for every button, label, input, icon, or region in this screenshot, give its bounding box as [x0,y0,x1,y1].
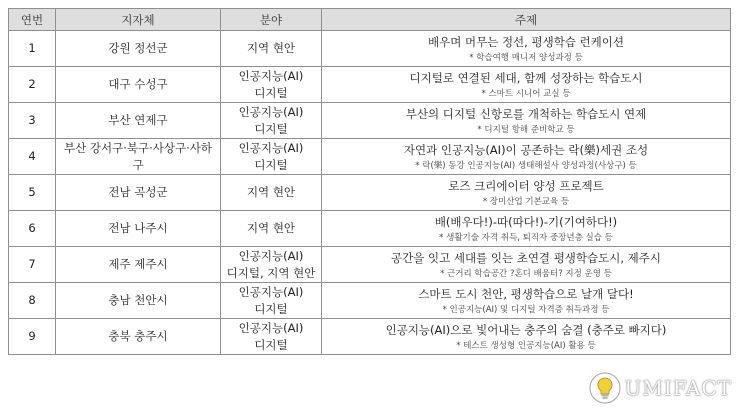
row-number: 8 [9,283,56,319]
subject-note: * 락(樂) 동강 인공지능(AI) 생태해설사 양성과정(사상구) 등 [415,160,637,171]
subject-title: 배우며 머무는 정선, 평생학습 런케이션 [427,34,625,49]
field-cell [221,31,322,67]
field-cell [221,283,322,319]
subject-cell [322,139,731,175]
field-cell [221,319,322,355]
table-row [9,211,731,247]
subject-title: 배(배우다!)-따(따다!)-기(기여하다!) [434,214,618,229]
subject-note: * 근거리 학습공간 ?혼디 배움터? 지정 운영 등 [440,268,612,279]
row-number: 9 [9,319,56,355]
subject-title: 자연과 인공지능(AI)이 공존하는 락(樂)세권 조성 [403,142,649,157]
field-cell [221,139,322,175]
region-cell: 부산 강서구·북구·사상구·사하구 [56,139,221,175]
subject-title: 스마트 도시 천안, 평생학습으로 날개 달다! [418,286,634,301]
row-number: 7 [9,247,56,283]
table-row [9,247,731,283]
subject-note: * 테스트 생성형 인공지능(AI) 활용 등 [456,340,596,351]
region-cell: 전남 나주시 [56,211,221,247]
field-cell [221,247,322,283]
row-number: 4 [9,139,56,175]
field-line: 인공지능(AI) [238,320,304,335]
table-body [9,31,731,355]
subject-title: 공간을 잇고 세대를 잇는 초연결 평생학습도시, 제주시 [391,250,661,265]
row-number: 2 [9,67,56,103]
table-row [9,283,731,319]
subject-cell [322,319,731,355]
subject-title: 부산의 디지털 신항로를 개척하는 학습도시 연제 [405,106,647,121]
table-header-row [9,9,731,31]
subject-title: 로즈 크리에이터 양성 프로젝트 [448,178,604,193]
subject-note: * 인공지능(AI) 및 디지털 자격증 취득과정 등 [442,304,610,315]
watermark-text: UMIFACT [624,376,732,400]
field-line: 인공지능(AI) [238,104,304,119]
subject-note: * 장미산업 기본교육 등 [482,196,570,207]
field-cell [221,103,322,139]
header-number: 연번 [9,9,56,31]
region-cell: 충남 천안시 [56,283,221,319]
subject-cell [322,103,731,139]
lightbulb-logo-icon [589,372,621,404]
field-line: 디지털 [254,121,288,136]
region-cell: 제주 제주시 [56,247,221,283]
field-cell [221,175,322,211]
row-number: 6 [9,211,56,247]
field-cell [221,67,322,103]
subject-cell [322,31,731,67]
table-row [9,67,731,103]
table-row [9,319,731,355]
field-line: 디지털 [254,85,288,100]
subject-note: * 생활기술 자격 취득, 퇴직자 중장년층 실습 등 [439,232,613,243]
subject-title: 디지털로 연결된 세대, 함께 성장하는 학습도시 [409,70,643,85]
subject-title: 인공지능(AI)으로 빛어내는 충주의 숨결 (충주로 빠지다) [385,322,667,337]
subject-note: * 학습여행 매니저 양성과정 등 [469,52,583,63]
field-line: 디지털 [254,157,288,172]
table-row [9,103,731,139]
region-cell: 부산 연제구 [56,103,221,139]
region-cell: 강원 정선군 [56,31,221,67]
field-line: 지역 현안 [246,185,296,199]
field-line: 디지털, 지역 현안 [226,265,316,280]
field-cell [221,211,322,247]
header-region: 지자체 [56,9,221,31]
table-row [9,139,731,175]
subject-cell [322,211,731,247]
subject-cell [322,67,731,103]
field-line: 인공지능(AI) [238,140,304,155]
municipality-program-table [8,8,731,355]
region-cell: 전남 곡성군 [56,175,221,211]
region-cell: 대구 수성구 [56,67,221,103]
subject-cell [322,247,731,283]
subject-cell [322,175,731,211]
field-line: 인공지능(AI) [238,284,304,299]
table-row [9,175,731,211]
field-line: 디지털 [254,337,288,352]
region-cell: 충북 충주시 [56,319,221,355]
row-number: 1 [9,31,56,67]
subject-note: * 디지털 항해 준비학교 등 [477,124,575,135]
header-subject: 주제 [322,9,731,31]
subject-cell [322,283,731,319]
field-line: 인공지능(AI) [238,68,304,83]
header-field: 분야 [221,9,322,31]
row-number: 5 [9,175,56,211]
field-line: 지역 현안 [246,221,296,235]
field-line: 디지털 [254,301,288,316]
subject-note: * 스마트 시니어 교실 등 [481,88,571,99]
watermark [589,372,732,404]
field-line: 지역 현안 [246,41,296,55]
row-number: 3 [9,103,56,139]
field-line: 인공지능(AI) [238,248,304,263]
table-row [9,31,731,67]
